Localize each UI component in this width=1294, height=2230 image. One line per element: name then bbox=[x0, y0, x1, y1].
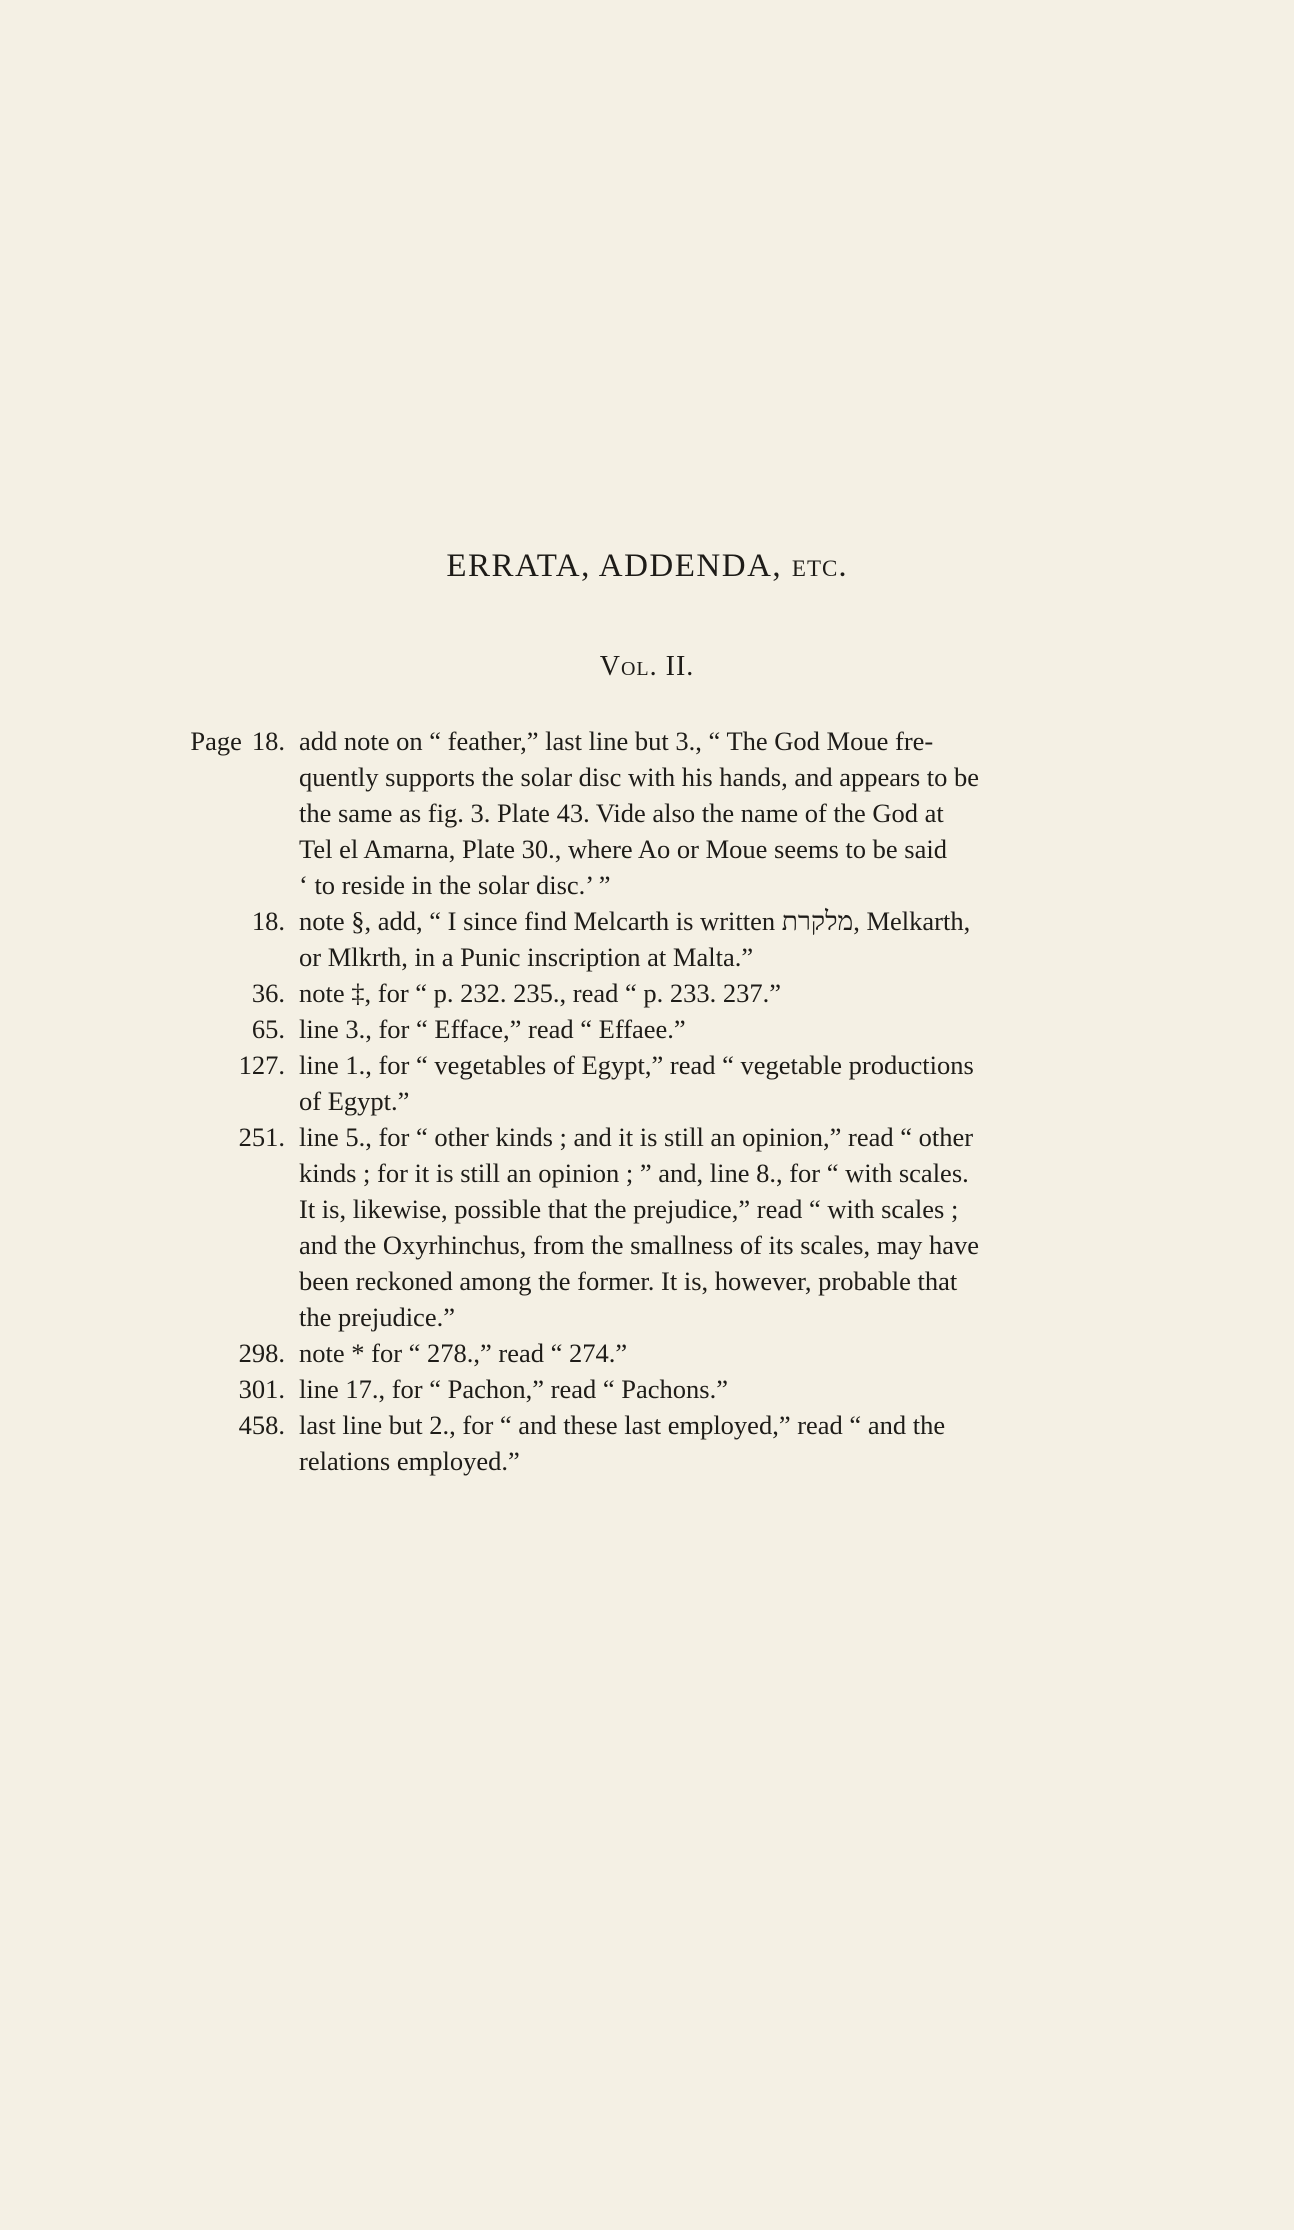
page-number: 301. bbox=[238, 1374, 285, 1404]
entry-line: line 5., for “ other kinds ; and it is still an opinion,” read “ other bbox=[299, 1122, 974, 1152]
entry-line: Tel el Amarna, Plate 30., where Ao or Moue seems to be said bbox=[299, 834, 947, 864]
entry-line: line 3., for “ Efface,” read “ Effaee.” bbox=[299, 1014, 686, 1044]
entry-text bbox=[285, 1119, 1165, 1335]
entry-page-number bbox=[135, 1335, 285, 1371]
entry-line: note * for “ 278.,” read “ 274.” bbox=[299, 1338, 628, 1368]
entry-page-number bbox=[135, 1407, 285, 1479]
page-number: 251. bbox=[238, 1122, 285, 1152]
title-suffix: etc. bbox=[791, 548, 848, 584]
errata-entry bbox=[135, 1371, 1165, 1407]
page-number: 36. bbox=[251, 978, 285, 1008]
entry-line: the prejudice.” bbox=[299, 1302, 455, 1332]
entry-line: line 1., for “ vegetables of Egypt,” read “ vegetable productions bbox=[299, 1050, 974, 1080]
entry-text bbox=[285, 1371, 1165, 1407]
entry-text bbox=[285, 723, 1165, 903]
entry-line: been reckoned among the former. It is, however, probable that bbox=[299, 1266, 958, 1296]
entry-line: ‘ to reside in the solar disc.’ ” bbox=[299, 870, 611, 900]
entry-page-number bbox=[135, 903, 285, 975]
entry-line: It is, likewise, possible that the prejudice,” read “ with scales ; bbox=[299, 1194, 959, 1224]
entry-text bbox=[285, 975, 1165, 1011]
entry-text bbox=[285, 1011, 1165, 1047]
page-number: 127. bbox=[238, 1050, 285, 1080]
title-main: ERRATA, ADDENDA, bbox=[446, 548, 783, 584]
entry-line: quently supports the solar disc with his hands, and appears to be bbox=[299, 762, 980, 792]
entry-text bbox=[285, 1407, 1165, 1479]
entry-line: line 17., for “ Pachon,” read “ Pachons.” bbox=[299, 1374, 728, 1404]
page-number: 18. bbox=[251, 726, 285, 756]
entry-line: relations employed.” bbox=[299, 1446, 520, 1476]
errata-entry bbox=[135, 1047, 1165, 1119]
page-number: 18. bbox=[251, 906, 285, 936]
entry-page-number bbox=[135, 975, 285, 1011]
errata-entry bbox=[135, 723, 1165, 903]
entry-line: kinds ; for it is still an opinion ; ” and, line 8., for “ with scales. bbox=[299, 1158, 969, 1188]
entry-page-number bbox=[135, 1371, 285, 1407]
page-number: 298. bbox=[238, 1338, 285, 1368]
errata-entry bbox=[135, 1407, 1165, 1479]
errata-entry bbox=[135, 975, 1165, 1011]
errata-entry bbox=[135, 903, 1165, 975]
volume-heading: Vol. II. bbox=[599, 651, 695, 682]
entry-page-number bbox=[135, 1047, 285, 1119]
page-word: Page bbox=[190, 726, 242, 756]
errata-entry bbox=[135, 1119, 1165, 1335]
entry-line: of Egypt.” bbox=[299, 1086, 410, 1116]
errata-list bbox=[135, 723, 1165, 1479]
entry-line: note §, add, “ I since find Melcarth is written מלקרת, Melkarth, bbox=[299, 906, 971, 936]
entry-line: note ‡, for “ p. 232. 235., read “ p. 233. 237.” bbox=[299, 978, 782, 1008]
page-number: 458. bbox=[238, 1410, 285, 1440]
entry-line: and the Oxyrhinchus, from the smallness of its scales, may have bbox=[299, 1230, 980, 1260]
entry-page-number bbox=[135, 723, 285, 903]
page-number: 65. bbox=[251, 1014, 285, 1044]
entry-page-number bbox=[135, 1011, 285, 1047]
entry-line: last line but 2., for “ and these last employed,” read “ and the bbox=[299, 1410, 946, 1440]
errata-entry bbox=[135, 1011, 1165, 1047]
entry-line: the same as fig. 3. Plate 43. Vide also the name of the God at bbox=[299, 798, 944, 828]
errata-entry bbox=[135, 1335, 1165, 1371]
entry-text bbox=[285, 903, 1165, 975]
entry-line: add note on “ feather,” last line but 3., “ The God Moue fre- bbox=[299, 726, 934, 756]
entry-text bbox=[285, 1335, 1165, 1371]
entry-page-number bbox=[135, 1119, 285, 1335]
entry-line: or Mlkrth, in a Punic inscription at Malta.” bbox=[299, 942, 754, 972]
entry-text bbox=[285, 1047, 1165, 1119]
page-title bbox=[0, 548, 1294, 585]
